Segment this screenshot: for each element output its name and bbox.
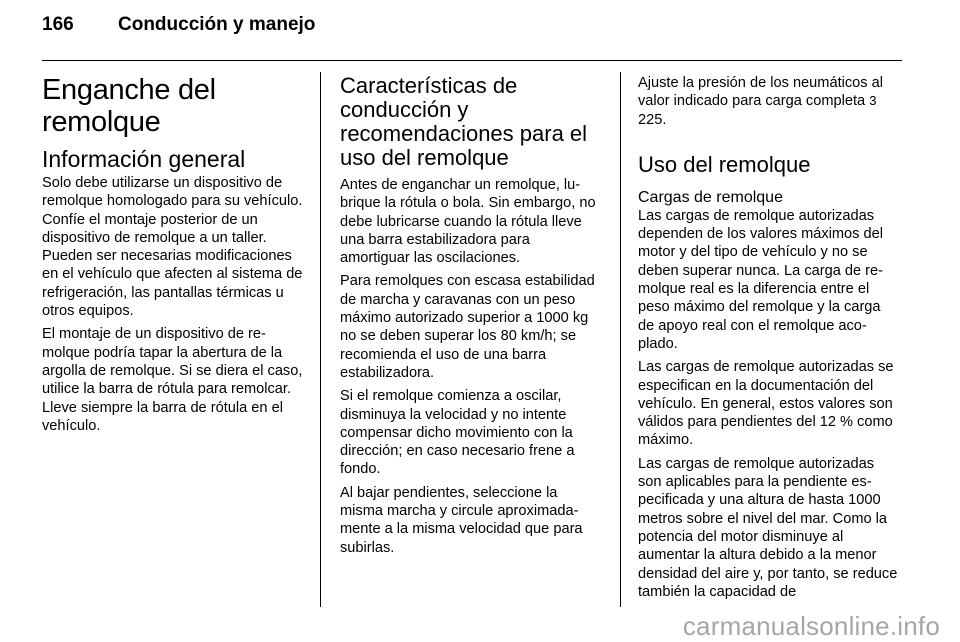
page-reference[interactable]: 225. bbox=[638, 111, 667, 128]
page-reference-arrow-icon: 3 bbox=[869, 93, 877, 109]
section-title: Enganche del remolque bbox=[42, 74, 216, 138]
paragraph: Si el remolque comienza a oscilar, disminuya la velocidad y no intente compensar dicho movimiento con la dirección; en caso necesario frene a fondo. bbox=[340, 388, 575, 478]
paragraph: Solo debe utilizarse un dispositivo de remolque homologado para su vehículo. Confíe el montaje posterior de un dispositivo de remolque a un taller. Pueden ser necesarias modificaciones en el vehículo que afecten al sistema de refrigeración, las pantallas térmicas u otros equipos. bbox=[42, 175, 303, 320]
running-title: Conducción y manejo bbox=[118, 14, 316, 35]
column-1 bbox=[42, 66, 304, 440]
paragraph: Las cargas de remolque autorizadas dependen de los valores máximos del motor y del tipo de vehículo y no se deben superar nunca. La carga de remolque real es la diferencia entre el peso máximo del remolque y la carga de apoyo real con el remolque acoplado. bbox=[638, 207, 884, 352]
column-divider bbox=[620, 72, 621, 607]
page-header bbox=[42, 14, 918, 54]
header-rule bbox=[42, 60, 902, 61]
subsection-title: Información general bbox=[42, 146, 246, 172]
column-3 bbox=[638, 66, 900, 606]
page-number: 166 bbox=[42, 14, 74, 35]
watermark: carmanualsonline.info bbox=[682, 611, 940, 641]
paragraph: Las cargas de remolque autorizadas se especifican en la documentación del vehículo. En general, estos valores son válidos para pendientes del 12 % como máximo. bbox=[638, 359, 894, 449]
paragraph: El montaje de un dispositivo de remolque podría tapar la abertura de la argolla de remolque. Si se diera el caso, utilice la barra de rótula para remolcar. Lleve siempre la barra de rótula en el vehículo. bbox=[42, 326, 303, 434]
section-title: Características de conducción y recomendaciones para el uso del remolque bbox=[340, 73, 588, 170]
paragraph: Al bajar pendientes, seleccione la misma marcha y circule aproximadamente a la misma velocidad que para subirlas. bbox=[340, 484, 583, 556]
paragraph: Antes de enganchar un remolque, lubrique la rótula o bola. Sin embargo, no debe lubricarse cuando la rótula lleve una barra estabilizadora para amortiguar las oscilaciones. bbox=[340, 177, 596, 267]
section-title: Uso del remolque bbox=[638, 151, 811, 177]
paragraph: Para remolques con escasa estabilidad de marcha y caravanas con un peso máximo autorizado superior a 1000 kg no se deben superar los 80 km/h; se recomienda el uso de una barra estabilizadora. bbox=[340, 273, 595, 381]
intro-text: Ajuste la presión de los neumáticos al valor indicado para carga completa bbox=[638, 75, 883, 110]
column-divider bbox=[320, 72, 321, 607]
column-2 bbox=[340, 66, 602, 562]
intro-paragraph bbox=[638, 74, 900, 129]
paragraph: Las cargas de remolque autorizadas son aplicables para la pendiente especificada y una altura de hasta 1000 metros sobre el nivel del mar. Como la potencia del motor disminuye al aumentar la altura debido a la menor densidad del aire y, por tanto, se reduce también la capacidad de bbox=[638, 455, 898, 600]
subsection-title: Cargas de remolque bbox=[638, 188, 783, 206]
